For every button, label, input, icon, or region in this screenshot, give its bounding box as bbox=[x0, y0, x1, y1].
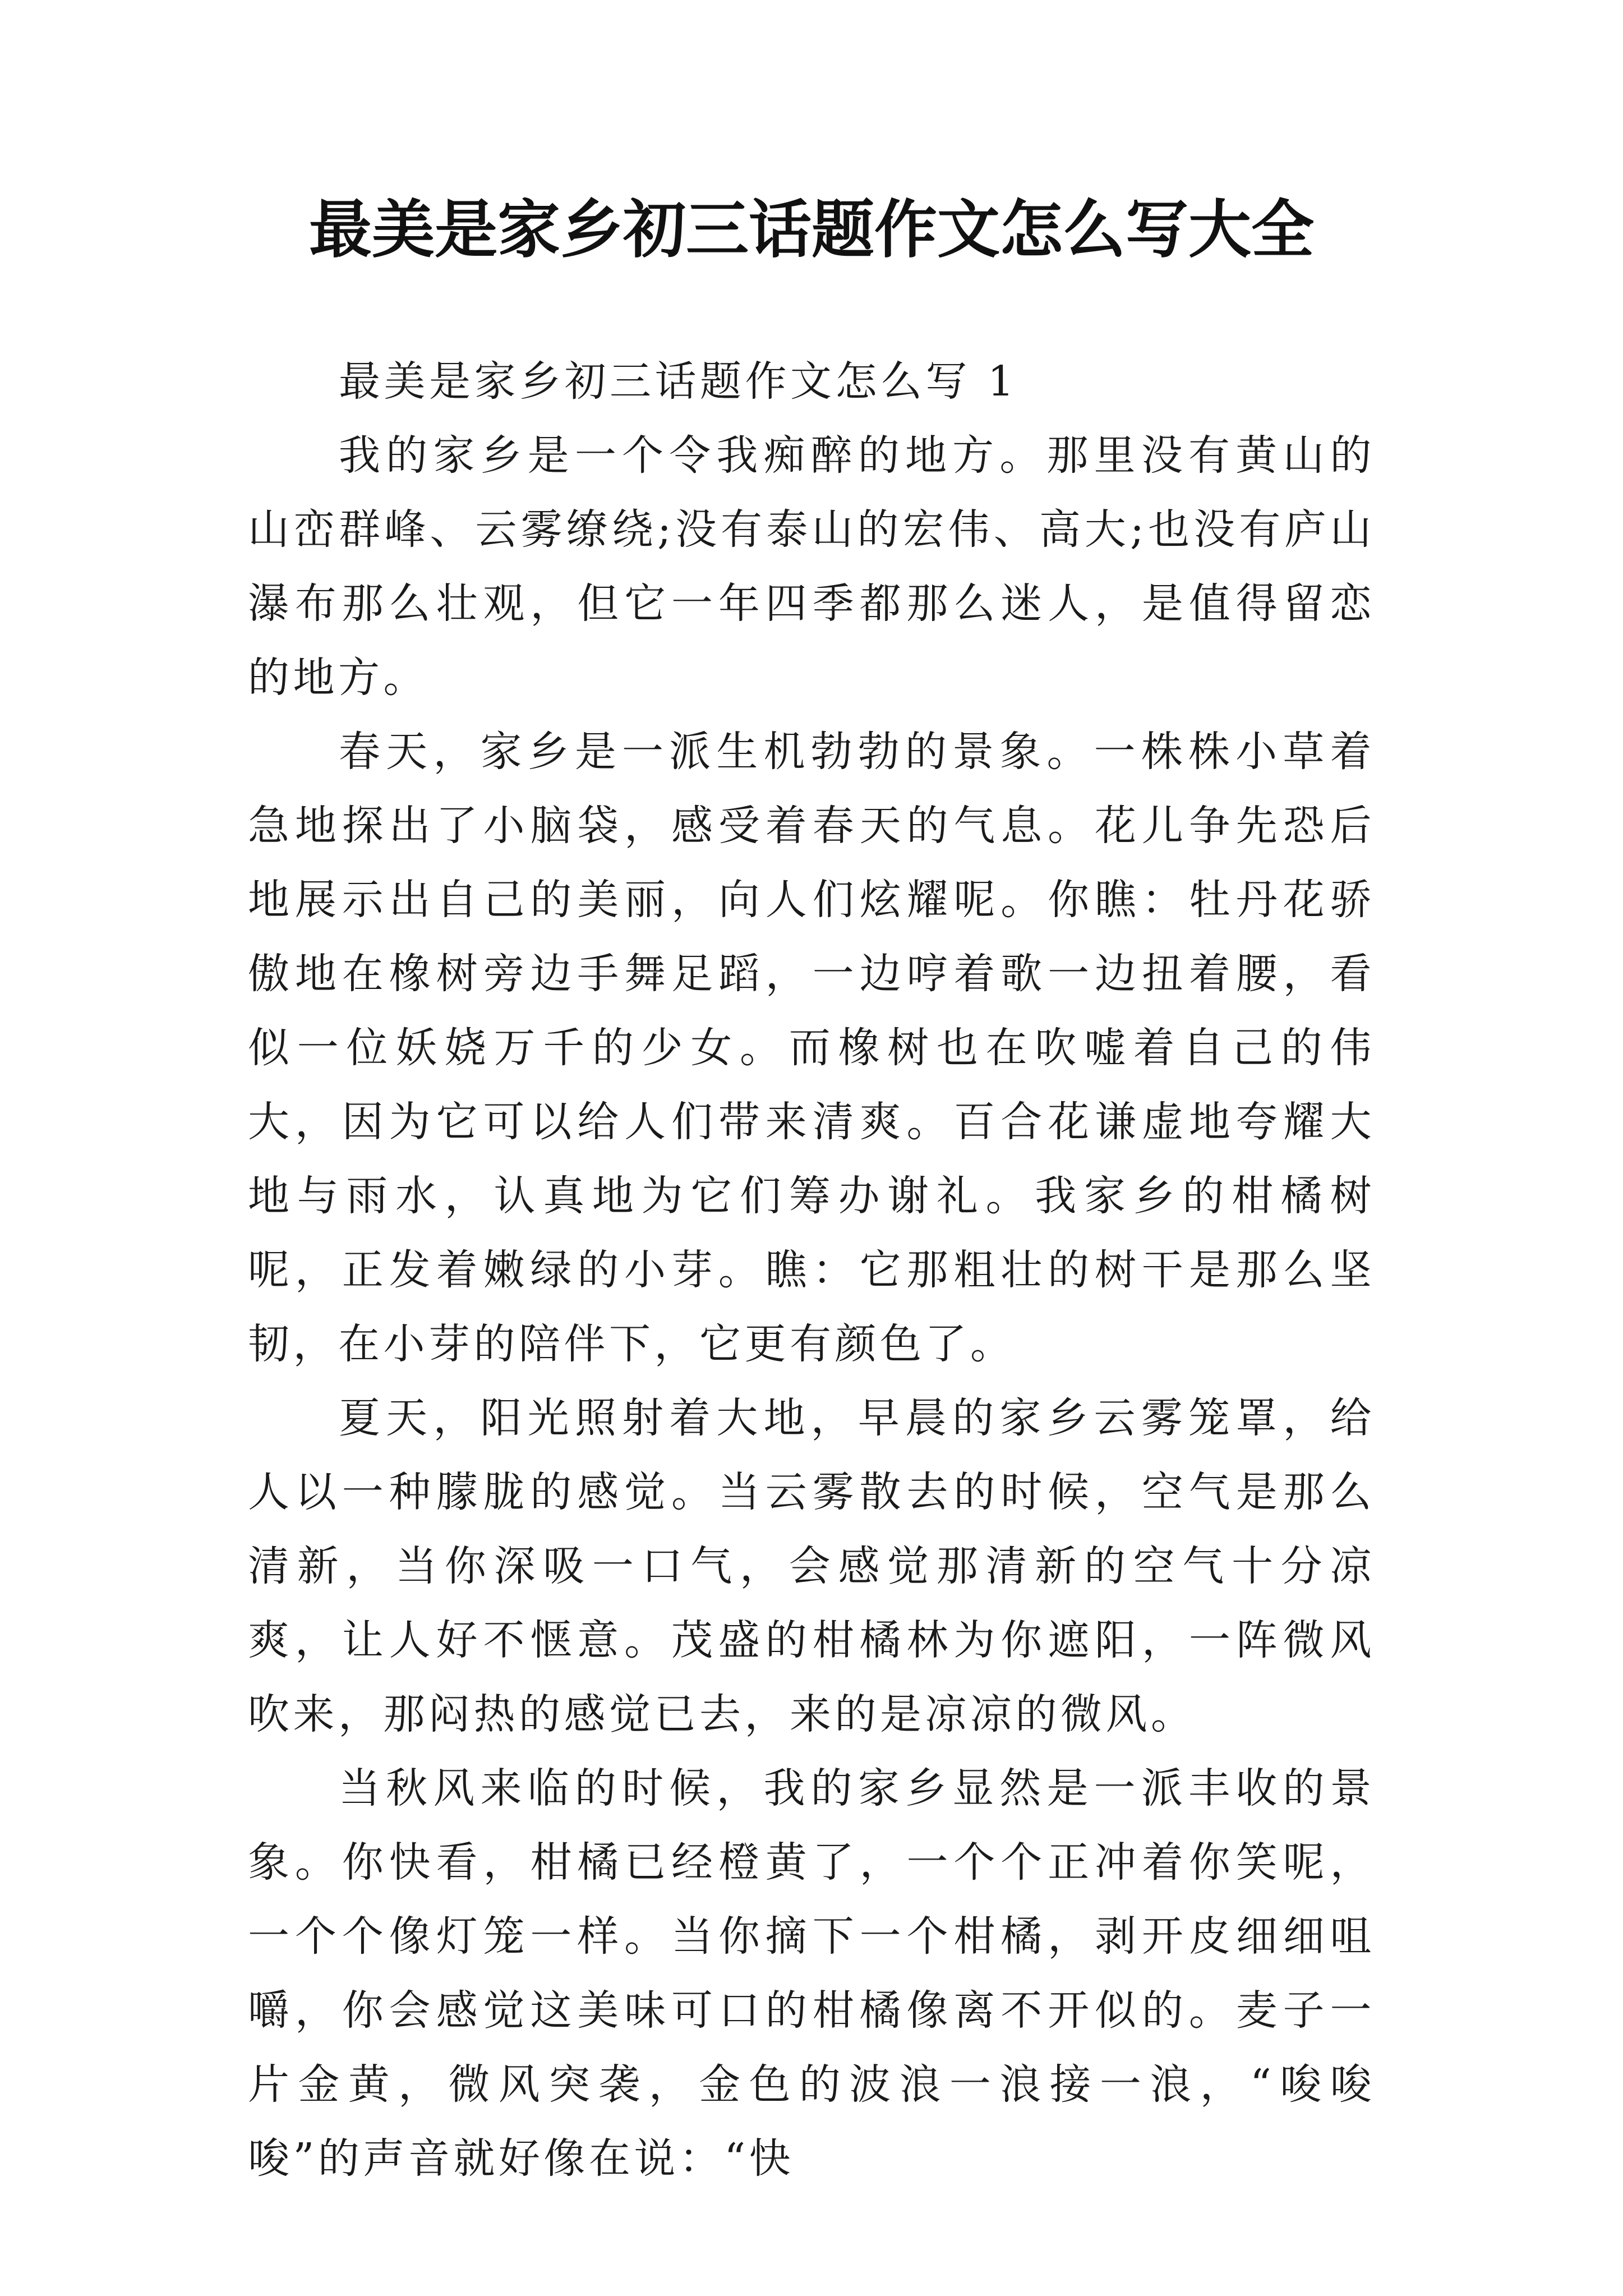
document-title: 最美是家乡初三话题作文怎么写大全 bbox=[309, 193, 1314, 266]
document-body bbox=[248, 344, 1375, 2196]
paragraph-summer: 夏天，阳光照射着大地，早晨的家乡云雾笼罩，给人以一种朦胧的感觉。当云雾散去的时候，空气是那么清新，当你深吸一口气，会感觉那清新的空气十分凉爽，让人好不惬意。茂盛的柑橘林为你遮阳，一阵微风吹来，那闷热的感觉已去，来的是凉凉的微风。 bbox=[248, 1394, 1375, 1738]
paragraph-spring: 春天，家乡是一派生机勃勃的景象。一株株小草着急地探出了小脑袋，感受着春天的气息。花儿争先恐后地展示出自己的美丽，向人们炫耀呢。你瞧：牡丹花骄傲地在橡树旁边手舞足蹈，一边哼着歌一边扭着腰，看似一位妖娆万千的少女。而橡树也在吹嘘着自己的伟大，因为它可以给人们带来清爽。百合花谦虚地夸耀大地与雨水，认真地为它们筹办谢礼。我家乡的柑橘树呢，正发着嫩绿的小芽。瞧：它那粗壮的树干是那么坚韧，在小芽的陪伴下，它更有颜色了。 bbox=[248, 728, 1375, 1368]
section-heading: 最美是家乡初三话题作文怎么写 1 bbox=[339, 357, 1018, 406]
paragraph-autumn: 当秋风来临的时候，我的家乡显然是一派丰收的景象。你快看，柑橘已经橙黄了，一个个正冲着你笑呢，一个个像灯笼一样。当你摘下一个柑橘，剥开皮细细咀嚼，你会感觉这美味可口的柑橘像离不开似的。麦子一片金黄，微风突袭，金色的波浪一浪接一浪，“唆唆唆”的声音就好像在说：“快 bbox=[248, 1764, 1375, 2183]
paragraph-intro: 我的家乡是一个令我痴醉的地方。那里没有黄山的山峦群峰、云雾缭绕;没有泰山的宏伟、高大;也没有庐山瀑布那么壮观，但它一年四季都那么迷人，是值得留恋的地方。 bbox=[248, 431, 1375, 702]
